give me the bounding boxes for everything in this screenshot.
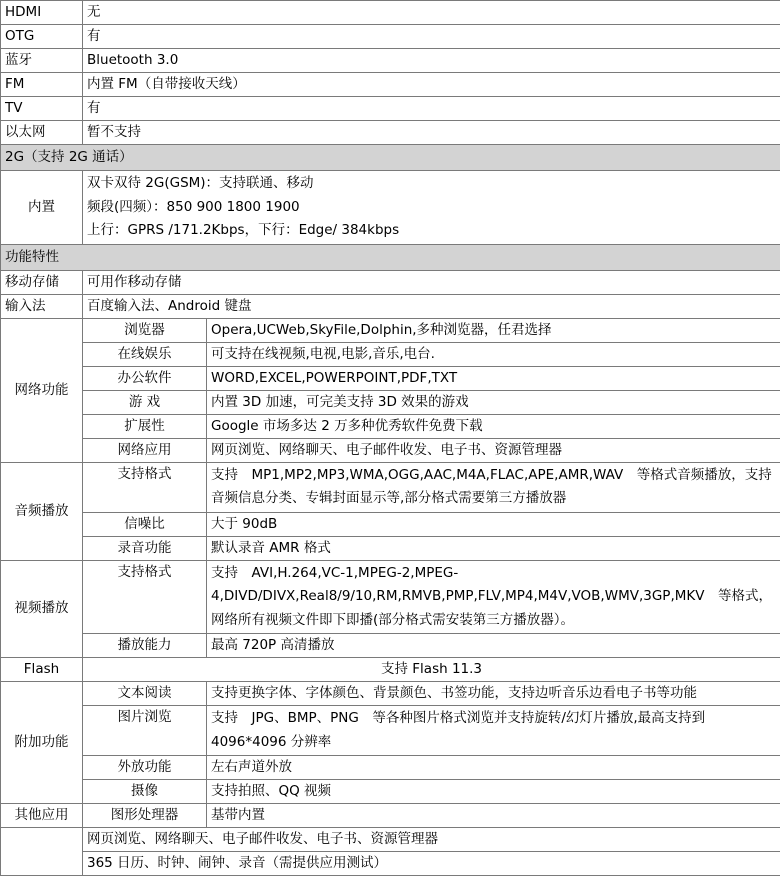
- table-row: [1, 121, 780, 145]
- table-row: [1, 414, 780, 438]
- sub-label: 信噪比: [83, 512, 207, 536]
- table-row: [1, 438, 780, 462]
- row-label: TV: [1, 97, 83, 121]
- row-value: 百度输入法、Android 键盘: [83, 294, 780, 318]
- table-row: [1, 682, 780, 706]
- sub-value: [207, 560, 780, 634]
- sub-label: 图片浏览: [83, 706, 207, 756]
- row-value: [83, 171, 780, 245]
- line: 支持 MP1,MP2,MP3,WMA,OGG,AAC,M4A,FLAC,APE,AMR,WAV 等格式音频播放，支持: [211, 464, 776, 488]
- sub-label: 浏览器: [83, 318, 207, 342]
- table-row: [1, 462, 780, 512]
- row-label: OTG: [1, 25, 83, 49]
- sub-label: 录音功能: [83, 536, 207, 560]
- section-header: [1, 244, 780, 270]
- group-label-network: 网络功能: [1, 318, 83, 462]
- table-row: [1, 366, 780, 390]
- row-value: 无: [83, 1, 780, 25]
- sub-label: 文本阅读: [83, 682, 207, 706]
- empty-cell: [1, 852, 83, 876]
- sub-label: 播放能力: [83, 634, 207, 658]
- sub-label: 外放功能: [83, 756, 207, 780]
- sub-value: 可支持在线视频,电视,电影,音乐,电台.: [207, 342, 780, 366]
- row-label: Flash: [1, 658, 83, 682]
- table-row: [1, 73, 780, 97]
- table-row: [1, 756, 780, 780]
- section-header: [1, 145, 780, 171]
- row-label: 以太网: [1, 121, 83, 145]
- row-value: 网页浏览、网络聊天、电子邮件收发、电子书、资源管理器: [83, 828, 780, 852]
- sub-value: 支持更换字体、字体颜色、背景颜色、书签功能，支持边听音乐边看电子书等功能: [207, 682, 780, 706]
- table-row: [1, 560, 780, 634]
- row-value: 暂不支持: [83, 121, 780, 145]
- table-row: [1, 318, 780, 342]
- line: 上行：GPRS /171.2Kbps，下行：Edge/ 384kbps: [87, 219, 776, 243]
- sub-label: 扩展性: [83, 414, 207, 438]
- sub-value: Google 市场多达 2 万多种优秀软件免费下载: [207, 414, 780, 438]
- row-label: 蓝牙: [1, 49, 83, 73]
- table-row: [1, 342, 780, 366]
- line: 双卡双待 2G(GSM)：支持联通、移动: [87, 172, 776, 196]
- section-title-2g: 2G（支持 2G 通话）: [1, 145, 780, 171]
- table-row: [1, 171, 780, 245]
- row-value: 可用作移动存储: [83, 270, 780, 294]
- line: 4096*4096 分辨率: [211, 731, 776, 755]
- line: 支持 JPG、BMP、PNG 等各种图片格式浏览并支持旋转/幻灯片播放,最高支持到: [211, 707, 776, 731]
- sub-label: 在线娱乐: [83, 342, 207, 366]
- sub-value: [207, 462, 780, 512]
- sub-value: 网页浏览、网络聊天、电子邮件收发、电子书、资源管理器: [207, 438, 780, 462]
- row-label: 输入法: [1, 294, 83, 318]
- row-value: 有: [83, 25, 780, 49]
- sub-value: 大于 90dB: [207, 512, 780, 536]
- table-row: [1, 270, 780, 294]
- sub-value: 左右声道外放: [207, 756, 780, 780]
- table-row: [1, 536, 780, 560]
- sub-value: Opera,UCWeb,SkyFile,Dolphin,多种浏览器，任君选择: [207, 318, 780, 342]
- sub-label: 摄像: [83, 780, 207, 804]
- table-row: [1, 804, 780, 828]
- table-row: [1, 512, 780, 536]
- row-value: Bluetooth 3.0: [83, 49, 780, 73]
- sub-label: 办公软件: [83, 366, 207, 390]
- table-row: [1, 634, 780, 658]
- group-label-extra: 附加功能: [1, 682, 83, 804]
- table-row: [1, 97, 780, 121]
- sub-label: 支持格式: [83, 560, 207, 634]
- row-label: HDMI: [1, 1, 83, 25]
- section-title-features: 功能特性: [1, 244, 780, 270]
- table-row: [1, 828, 780, 852]
- table-row: [1, 780, 780, 804]
- table-row: [1, 1, 780, 25]
- line: 音频信息分类、专辑封面显示等,部分格式需要第三方播放器: [211, 487, 776, 511]
- sub-label: 网络应用: [83, 438, 207, 462]
- row-label: 内置: [1, 171, 83, 245]
- sub-value: 内置 3D 加速，可完美支持 3D 效果的游戏: [207, 390, 780, 414]
- sub-value: 最高 720P 高清播放: [207, 634, 780, 658]
- row-label: 移动存储: [1, 270, 83, 294]
- table-row: [1, 294, 780, 318]
- table-row: [1, 706, 780, 756]
- group-label-other: 其他应用: [1, 804, 83, 828]
- sub-value: 默认录音 AMR 格式: [207, 536, 780, 560]
- line: 4,DIVD/DIVX,Real8/9/10,RM,RMVB,PMP,FLV,MP4,M4V,VOB,WMV,3GP,MKV 等格式，: [211, 585, 776, 609]
- sub-value: WORD,EXCEL,POWERPOINT,PDF,TXT: [207, 366, 780, 390]
- row-value: 有: [83, 97, 780, 121]
- row-value: 365 日历、时钟、闹钟、录音（需提供应用测试）: [83, 852, 780, 876]
- table-row: [1, 25, 780, 49]
- table-row: [1, 852, 780, 876]
- sub-label: 支持格式: [83, 462, 207, 512]
- table-row: [1, 390, 780, 414]
- sub-label: 游 戏: [83, 390, 207, 414]
- group-label-audio: 音频播放: [1, 462, 83, 560]
- sub-value: 支持拍照、QQ 视频: [207, 780, 780, 804]
- line: 网络所有视频文件即下即播(部分格式需安装第三方播放器）。: [211, 609, 776, 633]
- table-row: [1, 49, 780, 73]
- group-label-video: 视频播放: [1, 560, 83, 658]
- sub-value: [207, 706, 780, 756]
- table-row: [1, 658, 780, 682]
- line: 支持 AVI,H.264,VC-1,MPEG-2,MPEG-: [211, 562, 776, 586]
- row-label: FM: [1, 73, 83, 97]
- row-value: 支持 Flash 11.3: [83, 658, 780, 682]
- empty-cell: [1, 828, 83, 852]
- row-value: 内置 FM（自带接收天线）: [83, 73, 780, 97]
- line: 频段(四频）：850 900 1800 1900: [87, 196, 776, 220]
- sub-label: 图形处理器: [83, 804, 207, 828]
- sub-value: 基带内置: [207, 804, 780, 828]
